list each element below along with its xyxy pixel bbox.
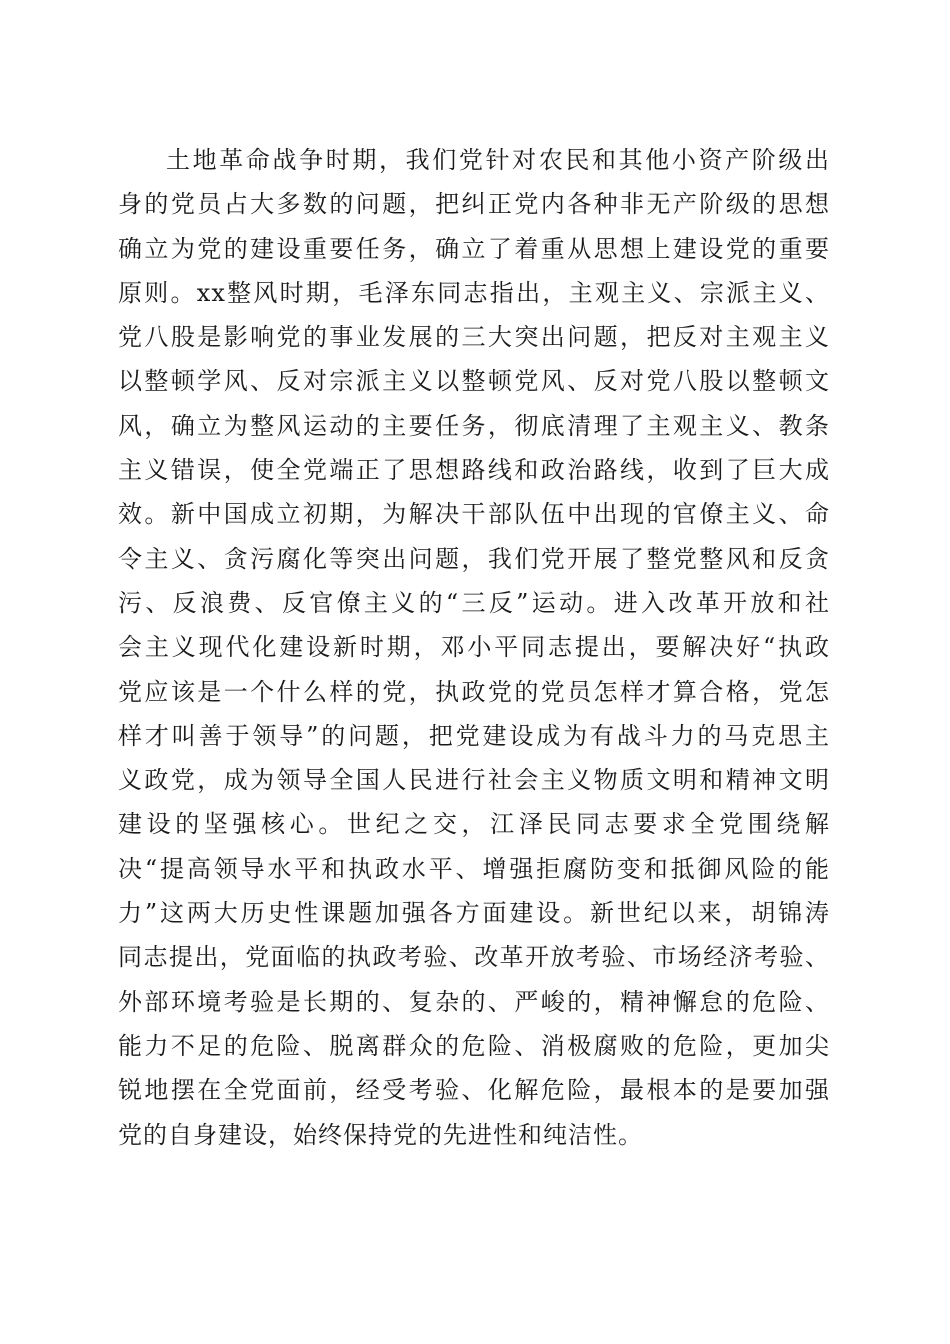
body-paragraph bbox=[118, 138, 830, 1157]
paragraph-line: 会主义现代化建设新时期，邓小平同志提出，要解决好“执政 bbox=[118, 633, 830, 662]
paragraph-line: 同志提出，党面临的执政考验、改革开放考验、市场经济考验、 bbox=[118, 943, 830, 972]
paragraph-line: 决“提高领导水平和执政水平、增强拒腐防变和抵御风险的能 bbox=[118, 854, 830, 883]
paragraph-line: 原则。xx整风时期，毛泽东同志指出，主观主义、宗派主义、 bbox=[118, 278, 830, 307]
paragraph-line: 党八股是影响党的事业发展的三大突出问题，把反对主观主义 bbox=[118, 323, 830, 352]
paragraph-line: 主义错误，使全党端正了思想路线和政治路线，收到了巨大成 bbox=[118, 456, 830, 485]
paragraph-line: 土地革命战争时期，我们党针对农民和其他小资产阶级出 bbox=[166, 146, 830, 174]
paragraph-line: 令主义、贪污腐化等突出问题，我们党开展了整党整风和反贪 bbox=[118, 544, 830, 573]
paragraph-line: 以整顿学风、反对宗派主义以整顿党风、反对党八股以整顿文 bbox=[118, 367, 830, 396]
paragraph-line: 确立为党的建设重要任务，确立了着重从思想上建设党的重要 bbox=[118, 234, 830, 263]
paragraph-line: 外部环境考验是长期的、复杂的、严峻的，精神懈怠的危险、 bbox=[118, 987, 830, 1016]
paragraph-line: 能力不足的危险、脱离群众的危险、消极腐败的危险，更加尖 bbox=[118, 1031, 830, 1060]
paragraph-line: 党的自身建设，始终保持党的先进性和纯洁性。 bbox=[118, 1120, 643, 1149]
paragraph-line: 义政党，成为领导全国人民进行社会主义物质文明和精神文明 bbox=[118, 766, 830, 795]
paragraph-line: 身的党员占大多数的问题，把纠正党内各种非无产阶级的思想 bbox=[118, 190, 830, 219]
paragraph-line: 样才叫善于领导”的问题，把党建设成为有战斗力的马克思主 bbox=[118, 721, 830, 750]
paragraph-line: 污、反浪费、反官僚主义的“三反”运动。进入改革开放和社 bbox=[118, 588, 830, 617]
paragraph-line: 力”这两大历史性课题加强各方面建设。新世纪以来，胡锦涛 bbox=[118, 899, 830, 928]
paragraph-line: 锐地摆在全党面前，经受考验、化解危险，最根本的是要加强 bbox=[118, 1076, 830, 1105]
paragraph-line: 效。新中国成立初期，为解决干部队伍中出现的官僚主义、命 bbox=[118, 500, 830, 529]
paragraph-line: 建设的坚强核心。世纪之交，江泽民同志要求全党围绕解 bbox=[118, 810, 830, 839]
paragraph-line: 风，确立为整风运动的主要任务，彻底清理了主观主义、教条 bbox=[118, 411, 830, 440]
paragraph-line: 党应该是一个什么样的党，执政党的党员怎样才算合格，党怎 bbox=[118, 677, 830, 706]
